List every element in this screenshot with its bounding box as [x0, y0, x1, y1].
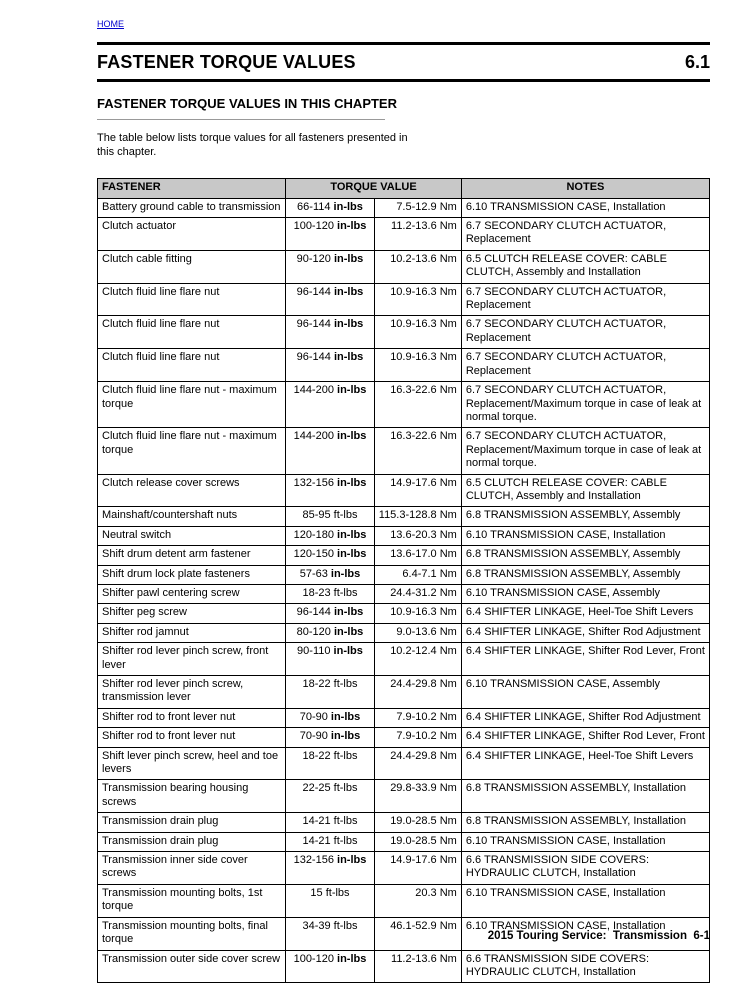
torque-unit: ft-lbs	[333, 678, 358, 691]
torque-value-cell: 15 ft-lbs	[286, 884, 375, 917]
torque-unit: in-lbs	[333, 625, 364, 638]
table-row	[98, 507, 710, 526]
table-row	[98, 852, 710, 885]
chapter-heading-underline	[97, 119, 385, 120]
notes-cell: 6.10 TRANSMISSION CASE, Installation	[461, 526, 709, 545]
torque-value-cell: 22-25 ft-lbs	[286, 780, 375, 813]
fastener-cell: Clutch release cover screws	[98, 474, 286, 507]
torque-nm-cell: 13.6-20.3 Nm	[374, 526, 461, 545]
torque-table-header	[98, 179, 710, 198]
notes-cell: 6.10 TRANSMISSION CASE, Installation	[461, 917, 709, 950]
torque-unit: in-lbs	[337, 548, 367, 561]
torque-unit: in-lbs	[337, 952, 367, 965]
torque-nm-cell: 10.2-12.4 Nm	[374, 643, 461, 676]
fastener-cell: Shifter rod to front lever nut	[98, 728, 286, 747]
notes-cell: 6.8 TRANSMISSION ASSEMBLY, Installation	[461, 780, 709, 813]
fastener-cell: Transmission outer side cover screw	[98, 950, 286, 983]
torque-value-cell: 96-144 in-lbs	[286, 283, 375, 316]
torque-value-cell: 90-120 in-lbs	[286, 250, 375, 283]
torque-unit: in-lbs	[337, 476, 367, 489]
notes-cell: 6.4 SHIFTER LINKAGE, Shifter Rod Adjustment	[461, 708, 709, 727]
torque-nm-cell: 6.4-7.1 Nm	[374, 565, 461, 584]
fastener-cell: Clutch fluid line flare nut	[98, 349, 286, 382]
torque-nm-cell: 7.9-10.2 Nm	[374, 708, 461, 727]
torque-value-cell: 14-21 ft-lbs	[286, 832, 375, 851]
torque-value-cell: 144-200 in-lbs	[286, 382, 375, 428]
table-row	[98, 316, 710, 349]
fastener-cell: Shift lever pinch screw, heel and toe levers	[98, 747, 286, 780]
table-row	[98, 428, 710, 474]
torque-nm-cell: 11.2-13.6 Nm	[374, 218, 461, 251]
torque-nm-cell: 20.3 Nm	[374, 884, 461, 917]
torque-value-cell: 90-110 in-lbs	[286, 643, 375, 676]
header-row	[98, 179, 710, 198]
table-row	[98, 708, 710, 727]
torque-value-cell: 120-180 in-lbs	[286, 526, 375, 545]
table-row	[98, 604, 710, 623]
torque-unit: in-lbs	[333, 200, 363, 213]
notes-cell: 6.7 SECONDARY CLUTCH ACTUATOR, Replacement/Maximum torque in case of leak at normal torque.	[461, 382, 709, 428]
torque-nm-cell: 19.0-28.5 Nm	[374, 832, 461, 851]
fastener-cell: Mainshaft/countershaft nuts	[98, 507, 286, 526]
torque-unit: ft-lbs	[333, 586, 358, 599]
torque-value-cell: 57-63 in-lbs	[286, 565, 375, 584]
torque-unit: in-lbs	[330, 710, 361, 723]
torque-value-cell: 18-23 ft-lbs	[286, 584, 375, 603]
torque-value-cell: 80-120 in-lbs	[286, 623, 375, 642]
torque-value-cell: 66-114 in-lbs	[286, 198, 375, 217]
torque-value-cell: 34-39 ft-lbs	[286, 917, 375, 950]
table-row	[98, 218, 710, 251]
notes-cell: 6.4 SHIFTER LINKAGE, Heel-Toe Shift Levers	[461, 747, 709, 780]
torque-unit: ft-lbs	[333, 749, 358, 762]
table-row	[98, 474, 710, 507]
torque-nm-cell: 10.2-13.6 Nm	[374, 250, 461, 283]
notes-cell: 6.6 TRANSMISSION SIDE COVERS: HYDRAULIC CLUTCH, Installation	[461, 852, 709, 885]
fastener-cell: Transmission drain plug	[98, 813, 286, 832]
torque-nm-cell: 7.5-12.9 Nm	[374, 198, 461, 217]
notes-cell: 6.4 SHIFTER LINKAGE, Shifter Rod Lever, Front	[461, 728, 709, 747]
fastener-cell: Transmission mounting bolts, 1st torque	[98, 884, 286, 917]
page-footer: 2015 Touring Service: Transmission 6-1	[487, 930, 710, 942]
home-link[interactable]: HOME	[97, 19, 124, 29]
table-row	[98, 950, 710, 983]
chapter-heading: FASTENER TORQUE VALUES IN THIS CHAPTER	[97, 96, 397, 111]
header-torque-value: TORQUE VALUE	[286, 179, 462, 198]
page-title: FASTENER TORQUE VALUES	[97, 52, 356, 72]
notes-cell: 6.7 SECONDARY CLUTCH ACTUATOR, Replacement	[461, 349, 709, 382]
fastener-cell: Transmission bearing housing screws	[98, 780, 286, 813]
torque-unit: ft-lbs	[333, 834, 358, 847]
table-row	[98, 623, 710, 642]
torque-unit: in-lbs	[333, 645, 363, 658]
torque-nm-cell: 115.3-128.8 Nm	[374, 507, 461, 526]
notes-cell: 6.10 TRANSMISSION CASE, Installation	[461, 884, 709, 917]
torque-value-cell: 85-95 ft-lbs	[286, 507, 375, 526]
torque-value-cell: 144-200 in-lbs	[286, 428, 375, 474]
torque-value-cell: 96-144 in-lbs	[286, 349, 375, 382]
fastener-cell: Clutch fluid line flare nut	[98, 316, 286, 349]
fastener-cell: Transmission drain plug	[98, 832, 286, 851]
torque-value-cell: 70-90 in-lbs	[286, 708, 375, 727]
fastener-cell: Battery ground cable to transmission	[98, 198, 286, 217]
section-number: 6.1	[684, 52, 710, 72]
torque-nm-cell: 10.9-16.3 Nm	[374, 604, 461, 623]
torque-unit: in-lbs	[333, 285, 364, 298]
torque-unit: ft-lbs	[333, 782, 358, 795]
table-row	[98, 832, 710, 851]
torque-nm-cell: 7.9-10.2 Nm	[374, 728, 461, 747]
table-row	[98, 198, 710, 217]
torque-unit: in-lbs	[330, 567, 361, 580]
torque-nm-cell: 19.0-28.5 Nm	[374, 813, 461, 832]
title-row	[97, 45, 710, 79]
torque-unit: in-lbs	[337, 528, 367, 541]
notes-cell: 6.8 TRANSMISSION ASSEMBLY, Assembly	[461, 546, 709, 565]
torque-unit: in-lbs	[333, 351, 364, 364]
notes-cell: 6.7 SECONDARY CLUTCH ACTUATOR, Replacement/Maximum torque in case of leak at normal torque.	[461, 428, 709, 474]
torque-nm-cell: 16.3-22.6 Nm	[374, 428, 461, 474]
torque-unit: in-lbs	[337, 220, 367, 233]
table-row	[98, 382, 710, 428]
notes-cell: 6.8 TRANSMISSION ASSEMBLY, Assembly	[461, 565, 709, 584]
torque-nm-cell: 24.4-29.8 Nm	[374, 747, 461, 780]
torque-value-cell: 120-150 in-lbs	[286, 546, 375, 565]
torque-table	[97, 178, 710, 983]
torque-unit: in-lbs	[330, 730, 361, 743]
notes-cell: 6.8 TRANSMISSION ASSEMBLY, Installation	[461, 813, 709, 832]
torque-unit: in-lbs	[337, 430, 367, 443]
table-row	[98, 643, 710, 676]
torque-value-cell: 100-120 in-lbs	[286, 950, 375, 983]
torque-value-cell: 70-90 in-lbs	[286, 728, 375, 747]
fastener-cell: Shifter rod jamnut	[98, 623, 286, 642]
torque-nm-cell: 11.2-13.6 Nm	[374, 950, 461, 983]
fastener-cell: Clutch fluid line flare nut	[98, 283, 286, 316]
notes-cell: 6.10 TRANSMISSION CASE, Installation	[461, 198, 709, 217]
title-rule-bottom	[97, 79, 710, 82]
torque-nm-cell: 10.9-16.3 Nm	[374, 316, 461, 349]
notes-cell: 6.6 TRANSMISSION SIDE COVERS: HYDRAULIC CLUTCH, Installation	[461, 950, 709, 983]
fastener-cell: Neutral switch	[98, 526, 286, 545]
torque-unit: in-lbs	[333, 318, 364, 331]
torque-unit: in-lbs	[337, 854, 367, 867]
table-row	[98, 546, 710, 565]
table-row	[98, 565, 710, 584]
torque-nm-cell: 24.4-31.2 Nm	[374, 584, 461, 603]
notes-cell: 6.10 TRANSMISSION CASE, Assembly	[461, 676, 709, 709]
torque-nm-cell: 9.0-13.6 Nm	[374, 623, 461, 642]
torque-nm-cell: 10.9-16.3 Nm	[374, 283, 461, 316]
table-row	[98, 728, 710, 747]
intro-text: The table below lists torque values for all fasteners presented in this chapter.	[97, 131, 408, 159]
torque-unit: in-lbs	[333, 606, 364, 619]
torque-unit: ft-lbs	[325, 886, 350, 899]
torque-table-body	[98, 198, 710, 983]
table-row	[98, 283, 710, 316]
fastener-cell: Shifter rod to front lever nut	[98, 708, 286, 727]
torque-nm-cell: 29.8-33.9 Nm	[374, 780, 461, 813]
notes-cell: 6.5 CLUTCH RELEASE COVER: CABLE CLUTCH, Assembly and Installation	[461, 474, 709, 507]
torque-nm-cell: 24.4-29.8 Nm	[374, 676, 461, 709]
notes-cell: 6.10 TRANSMISSION CASE, Assembly	[461, 584, 709, 603]
torque-unit: ft-lbs	[333, 815, 358, 828]
header-notes: NOTES	[461, 179, 709, 198]
torque-nm-cell: 10.9-16.3 Nm	[374, 349, 461, 382]
torque-unit: ft-lbs	[333, 919, 358, 932]
torque-value-cell: 18-22 ft-lbs	[286, 747, 375, 780]
fastener-cell: Clutch actuator	[98, 218, 286, 251]
torque-value-cell: 132-156 in-lbs	[286, 474, 375, 507]
torque-value-cell: 96-144 in-lbs	[286, 604, 375, 623]
fastener-cell: Shift drum detent arm fastener	[98, 546, 286, 565]
torque-value-cell: 14-21 ft-lbs	[286, 813, 375, 832]
table-row	[98, 747, 710, 780]
torque-unit: ft-lbs	[333, 509, 358, 522]
torque-unit: in-lbs	[333, 252, 364, 265]
fastener-cell: Transmission inner side cover screws	[98, 852, 286, 885]
torque-nm-cell: 13.6-17.0 Nm	[374, 546, 461, 565]
table-row	[98, 349, 710, 382]
table-row	[98, 780, 710, 813]
table-row	[98, 813, 710, 832]
table-row	[98, 884, 710, 917]
fastener-cell: Transmission mounting bolts, final torque	[98, 917, 286, 950]
torque-value-cell: 96-144 in-lbs	[286, 316, 375, 349]
header-fastener: FASTENER	[98, 179, 286, 198]
table-row	[98, 250, 710, 283]
table-row	[98, 584, 710, 603]
torque-nm-cell: 14.9-17.6 Nm	[374, 474, 461, 507]
fastener-cell: Shift drum lock plate fasteners	[98, 565, 286, 584]
table-row	[98, 526, 710, 545]
torque-nm-cell: 16.3-22.6 Nm	[374, 382, 461, 428]
torque-value-cell: 132-156 in-lbs	[286, 852, 375, 885]
torque-value-cell: 18-22 ft-lbs	[286, 676, 375, 709]
torque-unit: in-lbs	[337, 384, 367, 397]
fastener-cell: Clutch fluid line flare nut - maximum torque	[98, 428, 286, 474]
torque-nm-cell: 14.9-17.6 Nm	[374, 852, 461, 885]
notes-cell: 6.7 SECONDARY CLUTCH ACTUATOR, Replacement	[461, 283, 709, 316]
notes-cell: 6.4 SHIFTER LINKAGE, Shifter Rod Lever, Front	[461, 643, 709, 676]
notes-cell: 6.5 CLUTCH RELEASE COVER: CABLE CLUTCH, Assembly and Installation	[461, 250, 709, 283]
fastener-cell: Shifter rod lever pinch screw, transmission lever	[98, 676, 286, 709]
table-row	[98, 676, 710, 709]
fastener-cell: Clutch fluid line flare nut - maximum torque	[98, 382, 286, 428]
notes-cell: 6.7 SECONDARY CLUTCH ACTUATOR, Replacement	[461, 218, 709, 251]
notes-cell: 6.7 SECONDARY CLUTCH ACTUATOR, Replacement	[461, 316, 709, 349]
notes-cell: 6.4 SHIFTER LINKAGE, Heel-Toe Shift Levers	[461, 604, 709, 623]
torque-value-cell: 100-120 in-lbs	[286, 218, 375, 251]
fastener-cell: Clutch cable fitting	[98, 250, 286, 283]
notes-cell: 6.4 SHIFTER LINKAGE, Shifter Rod Adjustment	[461, 623, 709, 642]
notes-cell: 6.10 TRANSMISSION CASE, Installation	[461, 832, 709, 851]
fastener-cell: Shifter rod lever pinch screw, front lever	[98, 643, 286, 676]
notes-cell: 6.8 TRANSMISSION ASSEMBLY, Assembly	[461, 507, 709, 526]
torque-nm-cell: 46.1-52.9 Nm	[374, 917, 461, 950]
fastener-cell: Shifter pawl centering screw	[98, 584, 286, 603]
fastener-cell: Shifter peg screw	[98, 604, 286, 623]
